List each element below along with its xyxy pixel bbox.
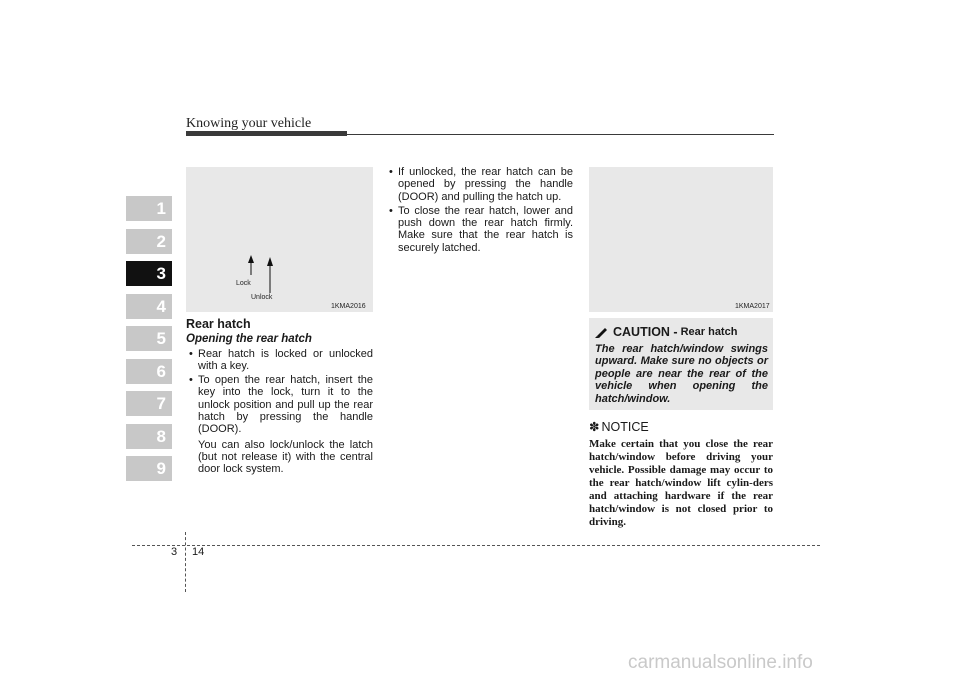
watermark: carmanualsonline.info <box>628 652 813 673</box>
left-column <box>186 318 373 476</box>
caution-header <box>595 325 768 339</box>
notice-text: Make certain that you close the rear hatch/window before driving your vehicle. Possible damage may occur to the rear hatch/window lift cylin-ders and attaching hardware if the rear hatch/window is not closed prior to driving. <box>589 438 773 528</box>
page-number: 14 <box>192 546 205 558</box>
chapter-tab-1[interactable]: 1 <box>126 196 172 221</box>
middle-column <box>386 166 573 256</box>
chapter-tab-8[interactable]: 8 <box>126 424 172 449</box>
header-title: Knowing your vehicle <box>186 116 312 131</box>
notice-title: NOTICE <box>601 419 649 434</box>
notice-block <box>589 419 773 529</box>
lock-label: Lock <box>236 280 251 287</box>
footer-rule <box>132 545 820 546</box>
chapter-tab-4[interactable]: 4 <box>126 294 172 319</box>
chapter-tab-2[interactable]: 2 <box>126 229 172 254</box>
chapter-tab-7[interactable]: 7 <box>126 391 172 416</box>
caution-box <box>589 318 773 410</box>
notice-star-icon: ✽ <box>589 420 600 434</box>
bullet-item: • If unlocked, the rear hatch can be opened by pressing the handle (DOOR) and pulling the hatch up. <box>386 166 573 203</box>
section-heading: Rear hatch <box>186 317 251 331</box>
figure-code: 1KMA2017 <box>735 303 770 310</box>
lock-unlock-arrows-icon <box>186 167 373 312</box>
footer-divider <box>185 532 186 592</box>
caution-text: The rear hatch/window swings upward. Make sure no objects or people are near the rear of the vehicle when opening the hatch/window. <box>595 343 768 405</box>
bullet-item: • Rear hatch is locked or unlocked with a key. <box>186 348 373 373</box>
paragraph: You can also lock/unlock the latch (but not release it) with the central door lock system. <box>198 438 373 476</box>
figure-code: 1KMA2016 <box>331 303 366 310</box>
header-rule <box>186 134 774 135</box>
page-chapter-number: 3 <box>171 546 178 558</box>
notice-header <box>589 419 773 434</box>
section-subheading: Opening the rear hatch <box>186 333 312 346</box>
bullet-item: • To close the rear hatch, lower and push down the rear hatch firmly. Make sure that the rear hatch is securely latched. <box>386 205 573 254</box>
caution-label: CAUTION - <box>613 325 678 339</box>
bullet-item: • To open the rear hatch, insert the key into the lock, turn it to the unlock position and pull up the rear hatch by pressing the handle (DOOR). <box>186 374 373 435</box>
chapter-tab-9[interactable]: 9 <box>126 456 172 481</box>
chapter-tab-5[interactable]: 5 <box>126 326 172 351</box>
unlock-label: Unlock <box>251 294 273 301</box>
caution-title: Rear hatch <box>680 326 738 338</box>
figure-rear-hatch-open <box>589 167 773 312</box>
chapter-tabs <box>126 196 172 489</box>
chapter-tab-6[interactable]: 6 <box>126 359 172 384</box>
chapter-tab-3[interactable]: 3 <box>126 261 172 286</box>
pencil-icon <box>595 326 609 338</box>
figure-rear-hatch-lock <box>186 167 373 312</box>
